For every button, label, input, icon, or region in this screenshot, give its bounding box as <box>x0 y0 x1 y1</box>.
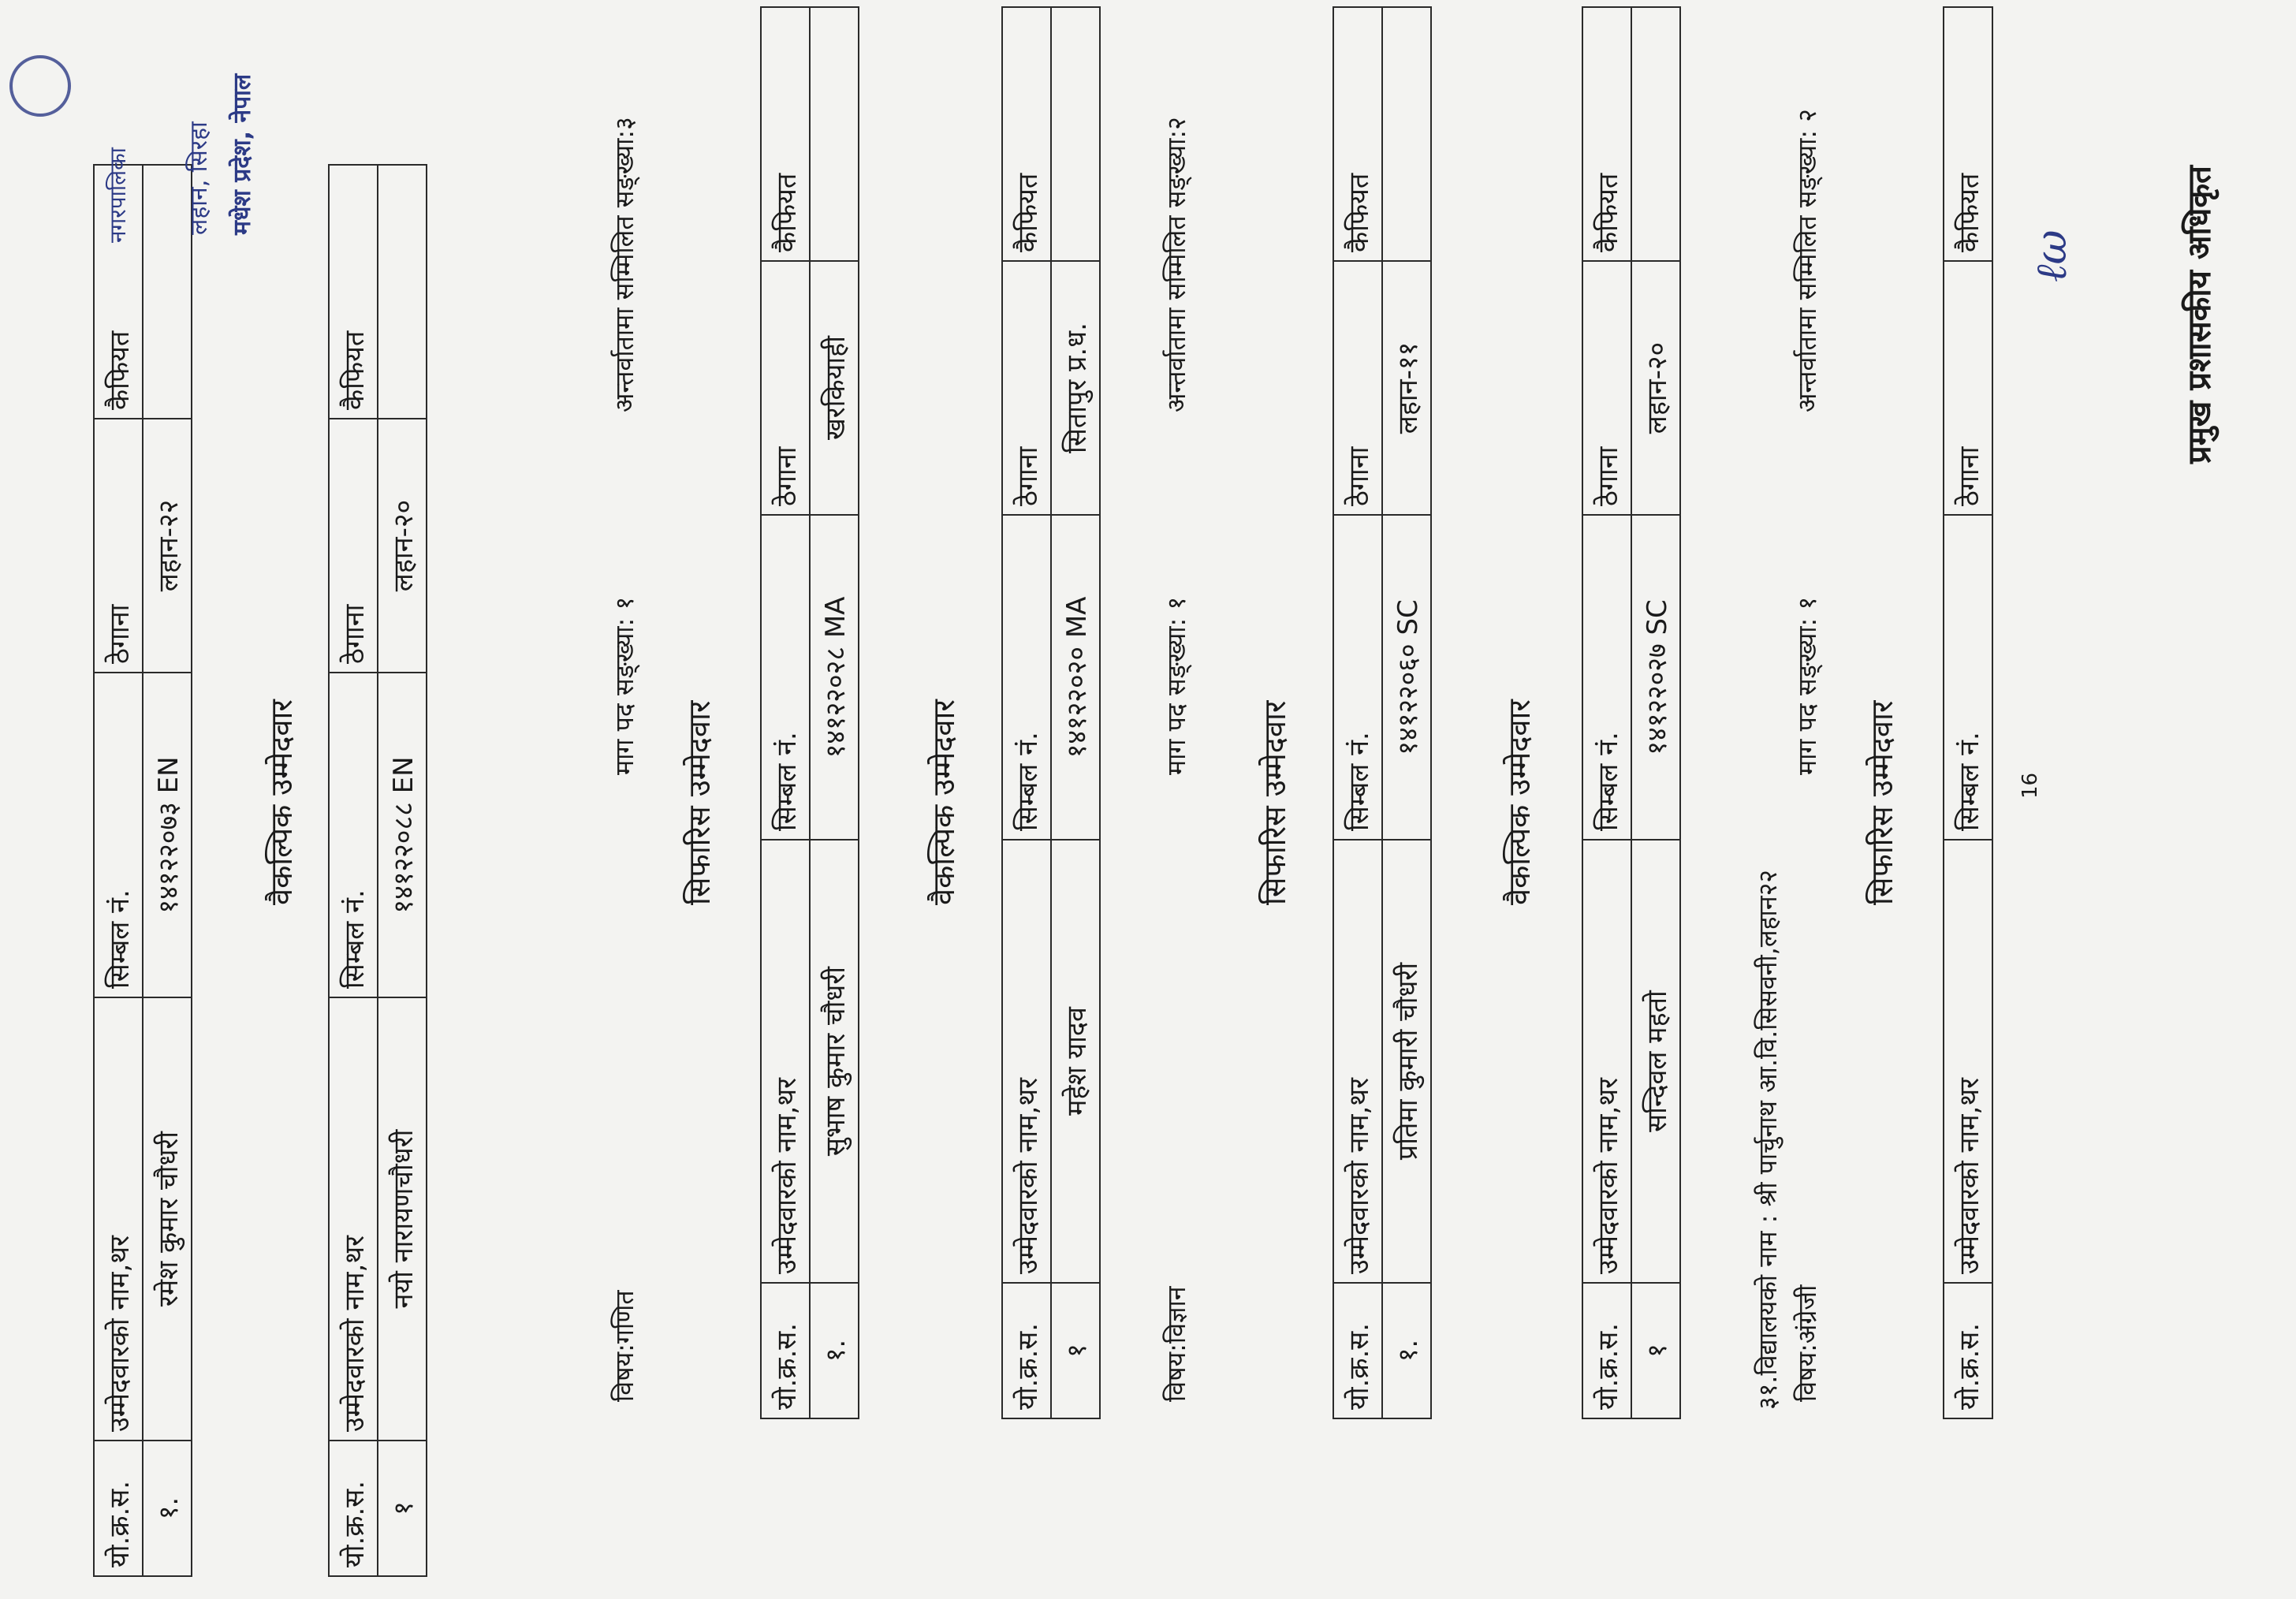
table-row <box>1382 7 1431 1418</box>
cell-serial: १ <box>378 1441 427 1576</box>
col-name: उम्मेदवारको नाम,थर <box>1582 840 1631 1283</box>
cell-remarks <box>1631 7 1680 261</box>
col-serial: यो.क्र.स. <box>329 1441 378 1576</box>
municipality-seal-icon <box>9 55 71 117</box>
col-serial: यो.क्र.स. <box>1333 1283 1382 1418</box>
cell-serial: १. <box>1382 1283 1431 1418</box>
col-name: उम्मेदवारको नाम,थर <box>329 997 378 1441</box>
table-header-row <box>329 165 378 1576</box>
table-row <box>1631 7 1680 1418</box>
cell-serial: १. <box>143 1441 192 1576</box>
section-heading-alternate: वैकल्पिक उम्मेदवार <box>926 699 961 905</box>
table-header-row <box>1582 7 1631 1418</box>
table-header-row <box>1002 7 1051 1418</box>
col-address: ठेगाना <box>761 261 810 515</box>
col-address: ठेगाना <box>1944 261 1992 515</box>
cell-address: सितापुर प्र.ध. <box>1051 261 1100 515</box>
candidate-table-alternate <box>1001 6 1101 1419</box>
col-symbol: सिम्बल नं. <box>1944 515 1992 840</box>
cell-remarks <box>1382 7 1431 261</box>
table-row <box>810 7 859 1418</box>
seal-text-line: नगरपालिका <box>105 147 131 243</box>
cell-name: सुभाष कुमार चौधरी <box>810 840 859 1283</box>
col-serial: यो.क्र.स. <box>761 1283 810 1418</box>
cell-remarks <box>378 165 427 419</box>
col-serial: यो.क्र.स. <box>94 1441 143 1576</box>
handwritten-signature: ℓω <box>2026 229 2076 282</box>
cell-symbol: १४१२२०२० MA <box>1051 515 1100 840</box>
col-remarks: कैफियत <box>1002 7 1051 261</box>
table-header-row <box>1944 7 1992 1418</box>
col-remarks: कैफियत <box>1944 7 1992 261</box>
page-number: 16 <box>2018 772 2042 799</box>
col-symbol: सिम्बल नं. <box>1582 515 1631 840</box>
col-name: उम्मेदवारको नाम,थर <box>1333 840 1382 1283</box>
col-symbol: सिम्बल नं. <box>94 673 143 997</box>
signatory-title: प्रमुख प्रशासकीय अधिकृत <box>2182 166 2218 464</box>
candidate-table-recommended <box>760 6 859 1419</box>
col-remarks: कैफियत <box>329 165 378 419</box>
cell-remarks <box>1051 7 1100 261</box>
table-header-row <box>1333 7 1382 1418</box>
col-serial: यो.क्र.स. <box>1944 1283 1992 1418</box>
posts-count: माग पद सङ्ख्या: १ <box>1792 596 1822 775</box>
col-serial: यो.क्र.स. <box>1002 1283 1051 1418</box>
col-name: उम्मेदवारको नाम,थर <box>1944 840 1992 1283</box>
cell-symbol: १४१२२०८८ EN <box>378 673 427 997</box>
table-header-row <box>761 7 810 1418</box>
col-address: ठेगाना <box>329 419 378 673</box>
interview-count: अन्तर्वातामा सम्मिलित सङ्ख्या:३ <box>609 117 639 412</box>
section-heading-recommended: सिफारिस उम्मेदवार <box>1865 700 1899 905</box>
candidate-table-alternate <box>328 164 427 1577</box>
table-row <box>378 165 427 1576</box>
candidate-table-recommended <box>1943 6 1993 1419</box>
table-header-row <box>94 165 143 1576</box>
col-remarks: कैफियत <box>94 165 143 419</box>
col-remarks: कैफियत <box>1333 7 1382 261</box>
col-symbol: सिम्बल नं. <box>1333 515 1382 840</box>
col-remarks: कैफियत <box>761 7 810 261</box>
section-heading-recommended: सिफारिस उम्मेदवार <box>682 700 717 905</box>
col-symbol: सिम्बल नं. <box>329 673 378 997</box>
col-address: ठेगाना <box>94 419 143 673</box>
cell-name: सन्दिवल महतो <box>1631 840 1680 1283</box>
cell-serial: १ <box>1051 1283 1100 1418</box>
posts-count: माग पद सङ्ख्या: १ <box>1161 596 1191 775</box>
col-serial: यो.क्र.स. <box>1582 1283 1631 1418</box>
cell-symbol: १४१२२०२८ MA <box>810 515 859 840</box>
cell-name: नयो नारायणचौधरी <box>378 997 427 1441</box>
col-address: ठेगाना <box>1002 261 1051 515</box>
col-address: ठेगाना <box>1333 261 1382 515</box>
candidate-table-continued <box>93 164 192 1577</box>
candidate-table-alternate <box>1582 6 1681 1419</box>
section-heading-alternate: वैकल्पिक उम्मेदवार <box>264 699 299 905</box>
cell-address: लहान-११ <box>1382 261 1431 515</box>
subject-label: विषय:गणित <box>609 1290 639 1402</box>
cell-serial: १. <box>810 1283 859 1418</box>
table-row <box>1051 7 1100 1418</box>
table-row <box>143 165 192 1576</box>
seal-text-line: लहान, सिरहा <box>185 121 213 235</box>
section-heading-alternate: वैकल्पिक उम्मेदवार <box>1502 699 1537 905</box>
cell-remarks <box>810 7 859 261</box>
seal-text-line: मधेश प्रदेश, नेपाल <box>229 73 256 235</box>
interview-count: अन्तर्वातामा सम्मिलित सङ्ख्या:२ <box>1161 117 1191 412</box>
col-remarks: कैफियत <box>1582 7 1631 261</box>
col-address: ठेगाना <box>1582 261 1631 515</box>
subject-label: विषय:विज्ञान <box>1161 1286 1191 1402</box>
interview-count: अन्तर्वातामा सम्मिलित सङ्ख्या: २ <box>1792 109 1822 412</box>
section-heading-recommended: सिफारिस उम्मेदवार <box>1258 700 1292 905</box>
col-name: उम्मेदवारको नाम,थर <box>761 840 810 1283</box>
cell-serial: १ <box>1631 1283 1680 1418</box>
cell-symbol: १४१२२०६० SC <box>1382 515 1431 840</box>
cell-address: लहान-२० <box>378 419 427 673</box>
col-symbol: सिम्बल नं. <box>761 515 810 840</box>
cell-name: प्रतिमा कुमारी चौधरी <box>1382 840 1431 1283</box>
school-name: ३१.विद्यालयको नाम : श्री पार्चुनाथ आ.वि.सिसवनी,लहान२२ <box>1753 870 1783 1410</box>
cell-address: खरकियाही <box>810 261 859 515</box>
col-symbol: सिम्बल नं. <box>1002 515 1051 840</box>
cell-name: रमेश कुमार चौधरी <box>143 997 192 1441</box>
cell-symbol: १४१२२०७३ EN <box>143 673 192 997</box>
subject-label: विषय:अंग्रेजी <box>1792 1284 1822 1402</box>
cell-name: महेश यादव <box>1051 840 1100 1283</box>
candidate-table-recommended <box>1332 6 1432 1419</box>
cell-symbol: १४१२२०२७ SC <box>1631 515 1680 840</box>
col-name: उम्मेदवारको नाम,थर <box>1002 840 1051 1283</box>
posts-count: माग पद सङ्ख्या: १ <box>609 596 639 775</box>
cell-address: लहान-२२ <box>143 419 192 673</box>
cell-address: लहान-२० <box>1631 261 1680 515</box>
col-name: उम्मेदवारको नाम,थर <box>94 997 143 1441</box>
